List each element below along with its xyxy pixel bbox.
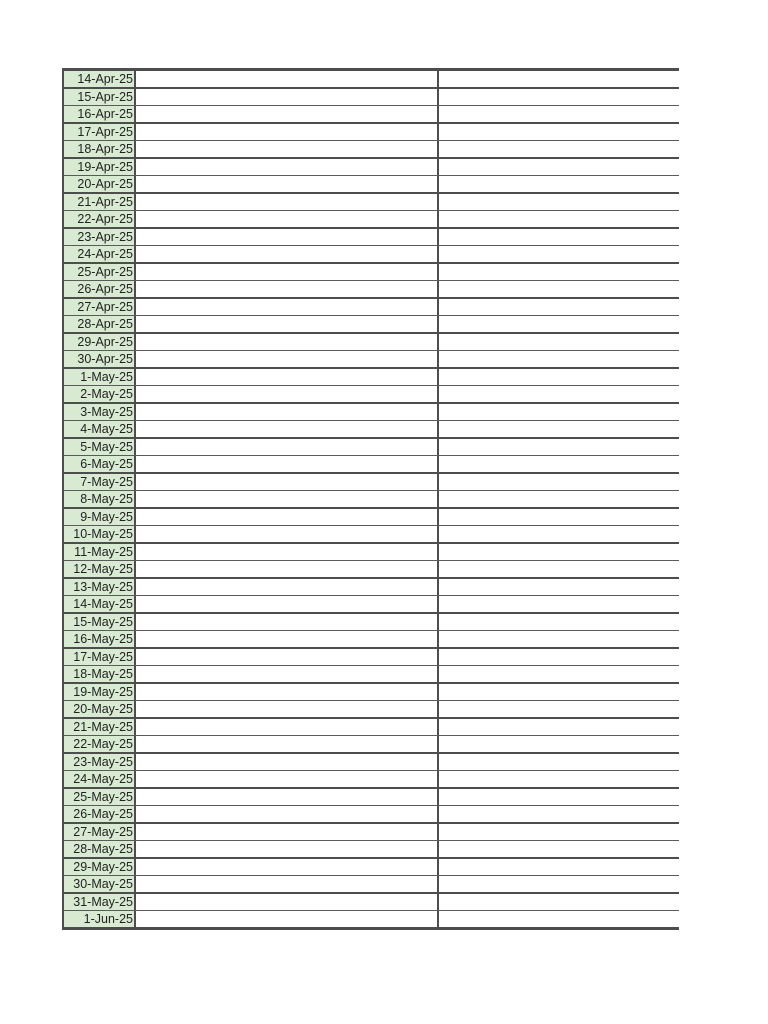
date-cell[interactable]: 18-May-25	[64, 666, 136, 682]
table-row	[64, 141, 679, 159]
entry-cell-a[interactable]	[136, 614, 439, 630]
date-cell[interactable]: 4-May-25	[64, 421, 136, 437]
entry-cell-b[interactable]	[439, 106, 679, 122]
table-row	[64, 404, 679, 421]
table-row	[64, 701, 679, 719]
entry-cell-b[interactable]	[439, 509, 679, 525]
date-cell[interactable]: 3-May-25	[64, 404, 136, 420]
entry-cell-b[interactable]	[439, 911, 679, 927]
entry-cell-a[interactable]	[136, 806, 439, 822]
entry-cell-a[interactable]	[136, 246, 439, 262]
table-row	[64, 211, 679, 229]
entry-cell-a[interactable]	[136, 194, 439, 210]
date-cell[interactable]: 14-May-25	[64, 596, 136, 612]
table-row	[64, 579, 679, 596]
table-row	[64, 894, 679, 911]
table-row	[64, 876, 679, 894]
entry-cell-b[interactable]	[439, 666, 679, 682]
date-cell[interactable]: 20-Apr-25	[64, 176, 136, 192]
table-row	[64, 859, 679, 876]
entry-cell-a[interactable]	[136, 264, 439, 280]
table-row	[64, 806, 679, 824]
entry-cell-a[interactable]	[136, 491, 439, 507]
entry-cell-b[interactable]	[439, 824, 679, 840]
date-cell[interactable]: 10-May-25	[64, 526, 136, 542]
entry-cell-b[interactable]	[439, 71, 679, 87]
entry-cell-a[interactable]	[136, 404, 439, 420]
entry-cell-a[interactable]	[136, 789, 439, 805]
entry-cell-b[interactable]	[439, 789, 679, 805]
table-row	[64, 439, 679, 456]
entry-cell-a[interactable]	[136, 71, 439, 87]
table-row	[64, 246, 679, 264]
entry-cell-a[interactable]	[136, 281, 439, 297]
table-row	[64, 71, 679, 89]
date-cell[interactable]: 29-Apr-25	[64, 334, 136, 350]
date-cell[interactable]: 31-May-25	[64, 894, 136, 910]
entry-cell-b[interactable]	[439, 701, 679, 717]
table-row	[64, 736, 679, 754]
entry-cell-a[interactable]	[136, 684, 439, 700]
entry-cell-b[interactable]	[439, 246, 679, 262]
entry-cell-a[interactable]	[136, 369, 439, 385]
entry-cell-b[interactable]	[439, 631, 679, 647]
date-cell[interactable]: 28-May-25	[64, 841, 136, 857]
entry-cell-a[interactable]	[136, 509, 439, 525]
entry-cell-b[interactable]	[439, 614, 679, 630]
date-cell[interactable]: 14-Apr-25	[64, 71, 136, 87]
date-cell[interactable]: 12-May-25	[64, 561, 136, 577]
date-cell[interactable]: 27-Apr-25	[64, 299, 136, 315]
table-row	[64, 229, 679, 246]
entry-cell-b[interactable]	[439, 176, 679, 192]
entry-cell-a[interactable]	[136, 316, 439, 332]
table-row	[64, 194, 679, 211]
entry-cell-b[interactable]	[439, 386, 679, 402]
log-table	[62, 68, 679, 930]
date-cell[interactable]: 15-Apr-25	[64, 89, 136, 105]
date-cell[interactable]: 24-Apr-25	[64, 246, 136, 262]
date-cell[interactable]: 23-Apr-25	[64, 229, 136, 245]
entry-cell-b[interactable]	[439, 316, 679, 332]
entry-cell-b[interactable]	[439, 474, 679, 490]
entry-cell-b[interactable]	[439, 229, 679, 245]
table-row	[64, 124, 679, 141]
entry-cell-b[interactable]	[439, 754, 679, 770]
date-cell[interactable]: 21-May-25	[64, 719, 136, 735]
table-row	[64, 561, 679, 579]
entry-cell-b[interactable]	[439, 194, 679, 210]
entry-cell-b[interactable]	[439, 649, 679, 665]
table-row	[64, 824, 679, 841]
table-row	[64, 614, 679, 631]
table-row	[64, 334, 679, 351]
entry-cell-b[interactable]	[439, 859, 679, 875]
table-row	[64, 666, 679, 684]
entry-cell-b[interactable]	[439, 351, 679, 367]
entry-cell-b[interactable]	[439, 456, 679, 472]
date-cell[interactable]: 8-May-25	[64, 491, 136, 507]
table-row	[64, 631, 679, 649]
table-row	[64, 789, 679, 806]
entry-cell-b[interactable]	[439, 806, 679, 822]
table-row	[64, 771, 679, 789]
date-cell[interactable]: 16-Apr-25	[64, 106, 136, 122]
date-cell[interactable]: 2-May-25	[64, 386, 136, 402]
date-cell[interactable]: 1-Jun-25	[64, 911, 136, 927]
entry-cell-a[interactable]	[136, 824, 439, 840]
entry-cell-a[interactable]	[136, 474, 439, 490]
table-row	[64, 474, 679, 491]
entry-cell-b[interactable]	[439, 124, 679, 140]
date-cell[interactable]: 17-May-25	[64, 649, 136, 665]
date-cell[interactable]: 5-May-25	[64, 439, 136, 455]
table-row	[64, 911, 679, 930]
table-row	[64, 281, 679, 299]
table-row	[64, 596, 679, 614]
table-row	[64, 176, 679, 194]
entry-cell-b[interactable]	[439, 211, 679, 227]
date-cell[interactable]: 30-May-25	[64, 876, 136, 892]
entry-cell-a[interactable]	[136, 211, 439, 227]
date-cell[interactable]: 25-May-25	[64, 789, 136, 805]
entry-cell-b[interactable]	[439, 579, 679, 595]
entry-cell-a[interactable]	[136, 456, 439, 472]
entry-cell-a[interactable]	[136, 334, 439, 350]
table-row	[64, 386, 679, 404]
date-cell[interactable]: 21-Apr-25	[64, 194, 136, 210]
entry-cell-a[interactable]	[136, 106, 439, 122]
table-row	[64, 351, 679, 369]
date-cell[interactable]: 26-May-25	[64, 806, 136, 822]
entry-cell-a[interactable]	[136, 596, 439, 612]
date-cell[interactable]: 18-Apr-25	[64, 141, 136, 157]
table-row	[64, 509, 679, 526]
date-cell[interactable]: 6-May-25	[64, 456, 136, 472]
date-cell[interactable]: 19-May-25	[64, 684, 136, 700]
entry-cell-b[interactable]	[439, 264, 679, 280]
table-row	[64, 264, 679, 281]
entry-cell-a[interactable]	[136, 176, 439, 192]
table-row	[64, 649, 679, 666]
entry-cell-b[interactable]	[439, 141, 679, 157]
entry-cell-a[interactable]	[136, 771, 439, 787]
entry-cell-b[interactable]	[439, 719, 679, 735]
entry-cell-a[interactable]	[136, 351, 439, 367]
table-row	[64, 544, 679, 561]
entry-cell-b[interactable]	[439, 334, 679, 350]
entry-cell-a[interactable]	[136, 421, 439, 437]
entry-cell-a[interactable]	[136, 299, 439, 315]
date-cell[interactable]: 16-May-25	[64, 631, 136, 647]
entry-cell-b[interactable]	[439, 281, 679, 297]
entry-cell-a[interactable]	[136, 894, 439, 910]
entry-cell-a[interactable]	[136, 89, 439, 105]
entry-cell-b[interactable]	[439, 439, 679, 455]
entry-cell-b[interactable]	[439, 876, 679, 892]
entry-cell-a[interactable]	[136, 561, 439, 577]
entry-cell-b[interactable]	[439, 159, 679, 175]
entry-cell-a[interactable]	[136, 736, 439, 752]
entry-cell-b[interactable]	[439, 771, 679, 787]
entry-cell-a[interactable]	[136, 876, 439, 892]
table-row	[64, 719, 679, 736]
date-cell[interactable]: 9-May-25	[64, 509, 136, 525]
entry-cell-b[interactable]	[439, 736, 679, 752]
table-row	[64, 421, 679, 439]
entry-cell-b[interactable]	[439, 421, 679, 437]
table-row	[64, 754, 679, 771]
table-row	[64, 159, 679, 176]
entry-cell-b[interactable]	[439, 404, 679, 420]
entry-cell-a[interactable]	[136, 124, 439, 140]
entry-cell-a[interactable]	[136, 701, 439, 717]
entry-cell-a[interactable]	[136, 141, 439, 157]
table-row	[64, 684, 679, 701]
table-row	[64, 299, 679, 316]
entry-cell-a[interactable]	[136, 159, 439, 175]
date-cell[interactable]: 22-May-25	[64, 736, 136, 752]
entry-cell-a[interactable]	[136, 841, 439, 857]
entry-cell-b[interactable]	[439, 596, 679, 612]
date-cell[interactable]: 19-Apr-25	[64, 159, 136, 175]
entry-cell-a[interactable]	[136, 579, 439, 595]
entry-cell-a[interactable]	[136, 859, 439, 875]
date-cell[interactable]: 17-Apr-25	[64, 124, 136, 140]
date-cell[interactable]: 15-May-25	[64, 614, 136, 630]
entry-cell-a[interactable]	[136, 631, 439, 647]
entry-cell-b[interactable]	[439, 526, 679, 542]
table-row	[64, 89, 679, 106]
entry-cell-b[interactable]	[439, 491, 679, 507]
entry-cell-a[interactable]	[136, 526, 439, 542]
table-row	[64, 106, 679, 124]
entry-cell-a[interactable]	[136, 666, 439, 682]
entry-cell-a[interactable]	[136, 649, 439, 665]
entry-cell-b[interactable]	[439, 894, 679, 910]
date-cell[interactable]: 7-May-25	[64, 474, 136, 490]
date-cell[interactable]: 23-May-25	[64, 754, 136, 770]
date-cell[interactable]: 28-Apr-25	[64, 316, 136, 332]
entry-cell-a[interactable]	[136, 719, 439, 735]
entry-cell-a[interactable]	[136, 386, 439, 402]
table-row	[64, 369, 679, 386]
date-cell[interactable]: 1-May-25	[64, 369, 136, 385]
entry-cell-b[interactable]	[439, 544, 679, 560]
entry-cell-b[interactable]	[439, 89, 679, 105]
date-cell[interactable]: 26-Apr-25	[64, 281, 136, 297]
entry-cell-a[interactable]	[136, 544, 439, 560]
entry-cell-a[interactable]	[136, 754, 439, 770]
date-cell[interactable]: 30-Apr-25	[64, 351, 136, 367]
entry-cell-a[interactable]	[136, 229, 439, 245]
table-row	[64, 316, 679, 334]
entry-cell-b[interactable]	[439, 684, 679, 700]
date-cell[interactable]: 25-Apr-25	[64, 264, 136, 280]
entry-cell-b[interactable]	[439, 841, 679, 857]
date-cell[interactable]: 13-May-25	[64, 579, 136, 595]
entry-cell-a[interactable]	[136, 439, 439, 455]
entry-cell-b[interactable]	[439, 561, 679, 577]
date-cell[interactable]: 29-May-25	[64, 859, 136, 875]
date-cell[interactable]: 24-May-25	[64, 771, 136, 787]
table-row	[64, 841, 679, 859]
entry-cell-b[interactable]	[439, 299, 679, 315]
entry-cell-a[interactable]	[136, 911, 439, 927]
date-cell[interactable]: 20-May-25	[64, 701, 136, 717]
date-cell[interactable]: 11-May-25	[64, 544, 136, 560]
table-row	[64, 526, 679, 544]
table-row	[64, 491, 679, 509]
date-cell[interactable]: 22-Apr-25	[64, 211, 136, 227]
entry-cell-b[interactable]	[439, 369, 679, 385]
table-row	[64, 456, 679, 474]
date-cell[interactable]: 27-May-25	[64, 824, 136, 840]
